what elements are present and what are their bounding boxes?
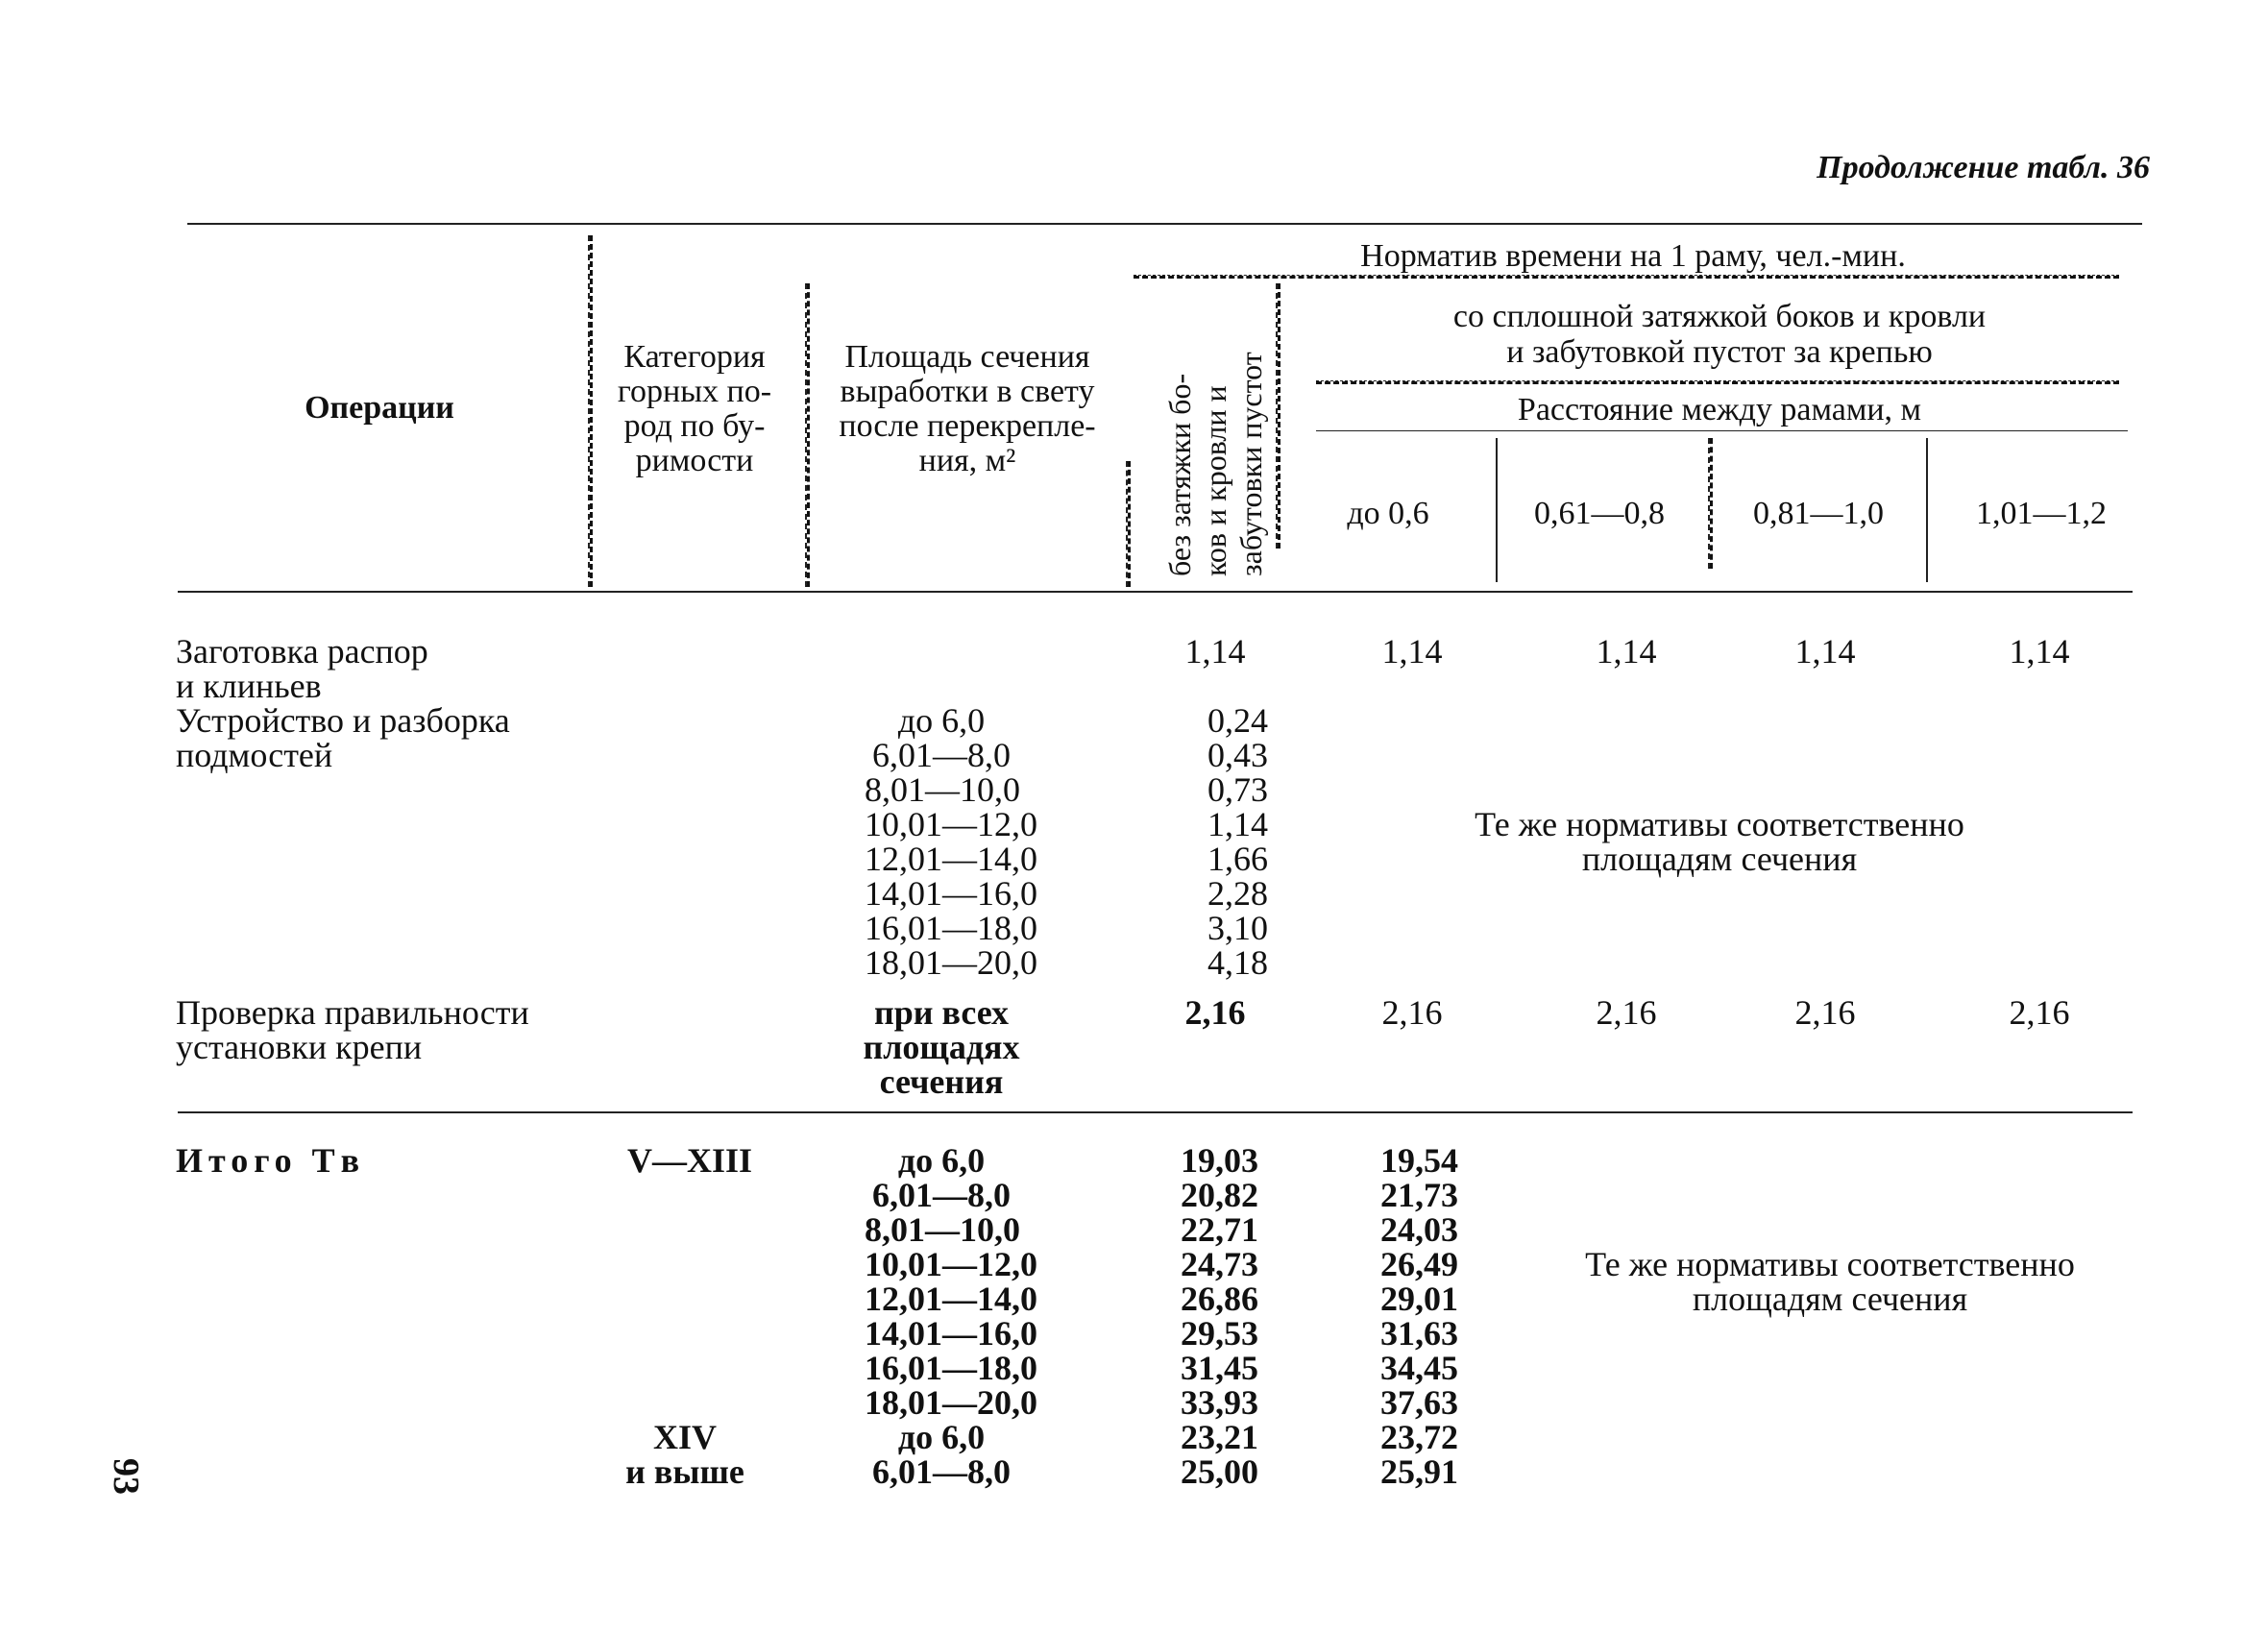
header-category-2: горных по- — [617, 374, 772, 409]
total-area-item: до 6,0 — [897, 1141, 986, 1180]
row1-val-without: 1,14 — [1184, 632, 1246, 671]
col-rule-7 — [1926, 438, 1928, 582]
header-distance-1: до 0,6 — [1347, 496, 1429, 531]
total-area-item: до 6,0 — [897, 1418, 986, 1456]
total-rule — [178, 1111, 2133, 1113]
total-area-item: 16,01—18,0 — [865, 1349, 1037, 1387]
header-with-fill-1: со сплошной затяжкой боков и кровли — [1452, 299, 1987, 334]
row2-value-item: 1,66 — [1207, 840, 1268, 878]
row3-val-d2: 2,16 — [1596, 993, 1657, 1032]
total-areas — [865, 1141, 1037, 1491]
total-value-without-item: 31,45 — [1181, 1349, 1258, 1387]
col-rule-4 — [1276, 283, 1280, 549]
row3-val-d1: 2,16 — [1381, 993, 1443, 1032]
row2-value-item: 0,43 — [1207, 736, 1268, 774]
total-value-without-item: 20,82 — [1181, 1176, 1258, 1214]
total-value-d06-item: 37,63 — [1380, 1383, 1458, 1422]
table-caption: Продолжение табл. 36 — [1817, 150, 2150, 185]
total-cat-1: V—XIII — [626, 1141, 753, 1180]
row2-value-item: 1,14 — [1207, 805, 1268, 843]
norm-title-rule — [1134, 275, 2119, 279]
row1-val-d2: 1,14 — [1596, 632, 1657, 671]
total-value-without-item: 19,03 — [1181, 1141, 1258, 1180]
row3-val-d4: 2,16 — [2009, 993, 2070, 1032]
total-value-without-item: 23,21 — [1181, 1418, 1258, 1456]
total-area-item: 12,01—14,0 — [865, 1280, 1037, 1318]
total-area-item: 6,01—8,0 — [872, 1452, 1011, 1491]
row1-op-1: Заготовка распор — [176, 632, 428, 671]
total-value-d06-item: 25,91 — [1380, 1452, 1458, 1491]
row2-value-item: 0,73 — [1207, 770, 1268, 809]
total-value-d06-item: 34,45 — [1380, 1349, 1458, 1387]
row3-val-d3: 2,16 — [1794, 993, 1856, 1032]
total-value-without-item: 29,53 — [1181, 1314, 1258, 1353]
header-category-3: род по бу- — [623, 408, 766, 444]
total-area-item: 18,01—20,0 — [865, 1383, 1037, 1422]
header-without-fill — [1162, 352, 1268, 576]
header-area-2: выработки в свету — [840, 374, 1095, 409]
row2-area-item: 14,01—16,0 — [865, 874, 1037, 913]
header-area-4: ния, м² — [918, 443, 1016, 478]
header-operations: Операции — [305, 390, 454, 426]
total-label: Итого Tв — [176, 1141, 366, 1180]
row2-values — [1153, 703, 1268, 980]
row2-note-2: площадям сечения — [1581, 840, 1858, 878]
col-rule-3 — [1126, 461, 1131, 587]
header-distance-4: 1,01—1,2 — [1976, 496, 2107, 531]
row2-area-item: 10,01—12,0 — [865, 805, 1037, 843]
header-category-4: римости — [635, 443, 754, 478]
header-without-1: без затяжки бо- — [1162, 373, 1197, 576]
row2-area-item: 18,01—20,0 — [865, 943, 1037, 982]
header-category-1: Категория — [623, 339, 766, 375]
row3-area-3: сечения — [879, 1062, 1004, 1101]
total-area-item: 8,01—10,0 — [865, 1210, 1020, 1249]
row2-op-1: Устройство и разборка — [176, 701, 510, 740]
total-area-item: 6,01—8,0 — [872, 1176, 1011, 1214]
row2-value-item: 4,18 — [1207, 943, 1268, 982]
header-distance-title: Расстояние между рамами, м — [1517, 392, 1922, 427]
total-note-1: Те же нормативы соответственно — [1585, 1245, 2075, 1283]
row2-note-1: Те же нормативы соответственно — [1475, 805, 1964, 843]
row3-val-without: 2,16 — [1184, 993, 1246, 1032]
col-rule-5 — [1496, 438, 1498, 582]
row2-area-item: 8,01—10,0 — [865, 770, 1020, 809]
header-bottom-rule — [178, 591, 2133, 593]
with-fill-rule — [1316, 380, 2119, 384]
col-rule-6 — [1708, 438, 1713, 569]
row2-area-item: 12,01—14,0 — [865, 840, 1037, 878]
header-top-rule — [187, 223, 2142, 225]
row1-val-d4: 1,14 — [2009, 632, 2070, 671]
total-cat-2a: XIV — [652, 1418, 718, 1456]
row1-op-2: и клиньев — [176, 667, 322, 705]
row2-area-item: 6,01—8,0 — [872, 736, 1011, 774]
header-area-3: после перекрепле- — [839, 408, 1096, 444]
row2-area-item: 16,01—18,0 — [865, 909, 1037, 947]
row1-val-d1: 1,14 — [1381, 632, 1443, 671]
total-value-d06-item: 24,03 — [1380, 1210, 1458, 1249]
page-number: 93 — [106, 1458, 146, 1495]
total-area-item: 14,01—16,0 — [865, 1314, 1037, 1353]
col-rule-1 — [588, 235, 593, 587]
row2-areas — [865, 701, 1037, 982]
row3-area-2: площадях — [863, 1028, 1020, 1066]
total-value-d06-item: 21,73 — [1380, 1176, 1458, 1214]
header-distance-3: 0,81—1,0 — [1753, 496, 1884, 531]
total-value-d06-item: 23,72 — [1380, 1418, 1458, 1456]
row3-op-1: Проверка правильности — [176, 993, 529, 1032]
header-distance-2: 0,61—0,8 — [1534, 496, 1665, 531]
total-value-d06-item: 26,49 — [1380, 1245, 1458, 1283]
total-value-d06-item: 19,54 — [1380, 1141, 1458, 1180]
total-value-without-item: 24,73 — [1181, 1245, 1258, 1283]
header-without-3: забутовки пустот — [1232, 352, 1268, 576]
col-rule-2 — [805, 283, 810, 587]
row1-val-d3: 1,14 — [1794, 632, 1856, 671]
row2-op-2: подмостей — [176, 736, 333, 774]
row2-value-item: 0,24 — [1207, 701, 1268, 740]
total-value-without-item: 25,00 — [1181, 1452, 1258, 1491]
total-value-d06-item: 31,63 — [1380, 1314, 1458, 1353]
row3-area-1: при всех — [873, 993, 1010, 1032]
total-values-d06 — [1343, 1143, 1458, 1489]
distance-title-rule — [1316, 430, 2128, 431]
total-value-d06-item: 29,01 — [1380, 1280, 1458, 1318]
total-values-without — [1143, 1143, 1258, 1489]
total-area-item: 10,01—12,0 — [865, 1245, 1037, 1283]
header-area-1: Площадь сечения — [844, 339, 1090, 375]
header-norm-title: Норматив времени на 1 раму, чел.-мин. — [1360, 238, 1906, 274]
header-with-fill-2: и забутовкой пустот за крепью — [1506, 334, 1933, 370]
row2-value-item: 2,28 — [1207, 874, 1268, 913]
row2-area-item: до 6,0 — [897, 701, 986, 740]
total-cat-2b: и выше — [625, 1452, 744, 1491]
total-value-without-item: 26,86 — [1181, 1280, 1258, 1318]
total-value-without-item: 33,93 — [1181, 1383, 1258, 1422]
total-note-2: площадям сечения — [1692, 1280, 1968, 1318]
header-without-2: ков и кровли и — [1197, 385, 1232, 576]
row3-op-2: установки крепи — [176, 1028, 423, 1066]
total-value-without-item: 22,71 — [1181, 1210, 1258, 1249]
row2-value-item: 3,10 — [1207, 909, 1268, 947]
